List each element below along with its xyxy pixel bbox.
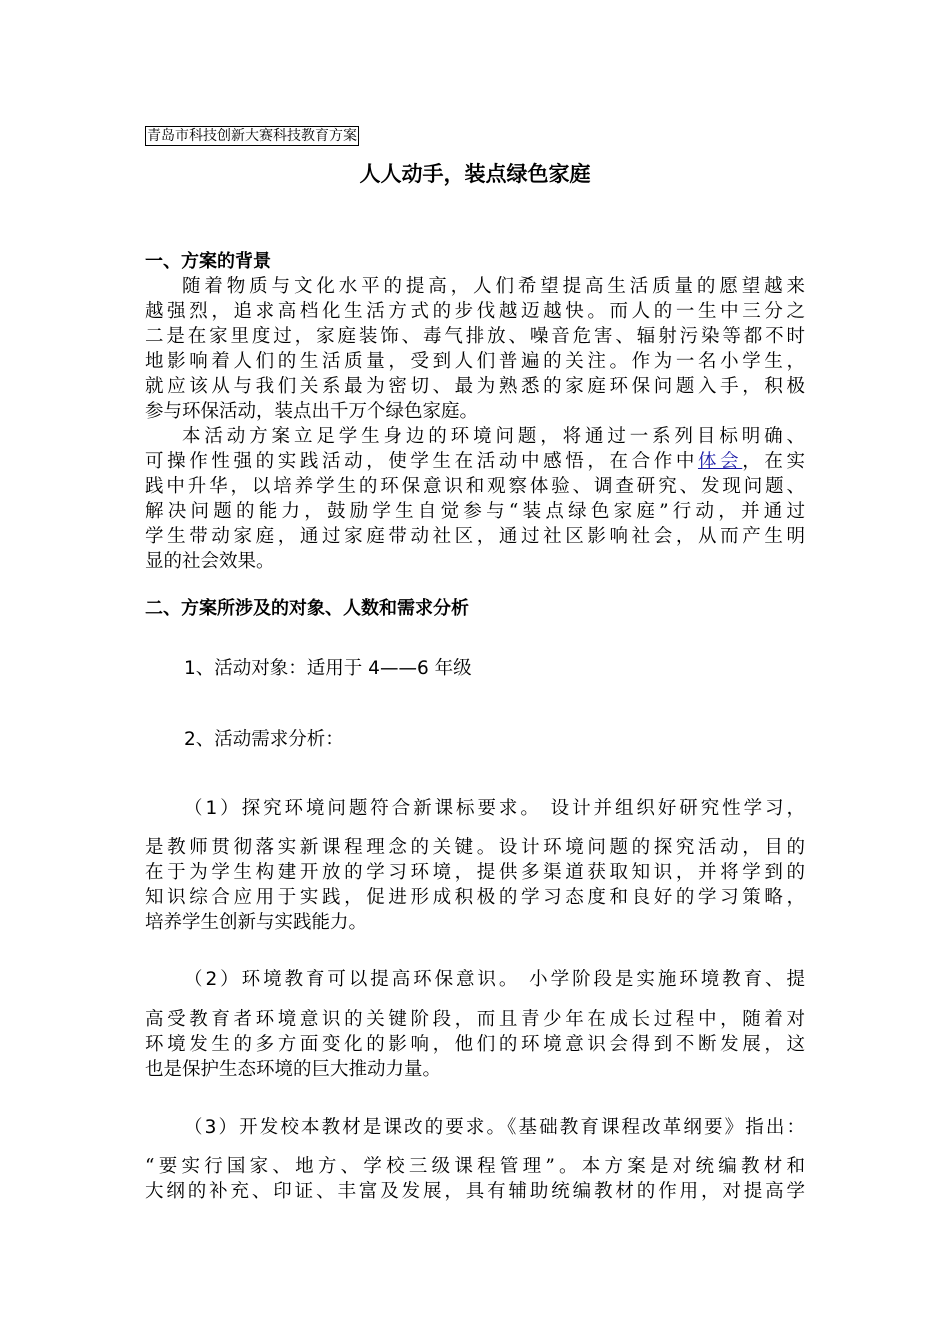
paragraph-line: 环境发生的多方面变化的影响，他们的环境意识会得到不断发展，这 [145,1034,805,1055]
paragraph-line: 也是保护生态环境的巨大推动力量。 [145,1059,442,1080]
item-number: 2 [184,729,196,750]
sub-item-heading: （2）环境教育可以提高环保意识。 小学阶段是实施环境教育、提 [184,969,805,990]
sub-item-text: 环境教育可以提高环保意识。 小学阶段是实施环境教育、提 [241,969,805,990]
section-heading-analysis: 二、方案所涉及的对象、人数和需求分析 [145,598,469,619]
sub-item-text: 开发校本教材是课改的要求。《基础教育课程改革纲要》指出： [239,1117,805,1138]
paragraph-line: “要实行国家、地方、学校三级课程管理”。本方案是对统编教材和 [145,1156,805,1177]
paragraph-line: 越强烈，追求高档化生活方式的步伐越迈越快。而人的一生中三分之 [145,301,805,322]
paragraph-line: 就应该从与我们关系最为密切、最为熟悉的家庭环保问题入手，积极 [145,376,805,397]
paragraph-line: 知识综合应用于实践，促进形成积极的学习态度和良好的学习策略， [145,887,805,908]
document-title: 人人动手，装点绿色家庭 [359,162,591,186]
paragraph-line: 解决问题的能力，鼓励学生自觉参与“装点绿色家庭”行动，并通过 [145,501,805,522]
paragraph-line: 是教师贯彻落实新课程理念的关键。设计环境问题的探究活动，目的 [145,837,805,858]
list-item-target [184,657,472,681]
paragraph-text: 可操作性强的实践活动，使学生在活动中感悟，在合作中 [145,451,698,472]
paragraph-line: 在于为学生构建开放的学习环境，提供多渠道获取知识，并将学到的 [145,862,805,883]
section-heading-background: 一、方案的背景 [145,251,271,272]
paragraph-line: 大纲的补充、印证、丰富及发展，具有辅助统编教材的作用，对提高学 [145,1181,805,1202]
paragraph-line: 践中升华，以培养学生的环保意识和观察体验、调查研究、发现问题、 [145,476,805,497]
paragraph-line: 本活动方案立足学生身边的环境问题，将通过一系列目标明确、 [182,426,805,447]
sub-item-number: 2 [205,969,218,990]
list-item-needs [184,728,344,752]
sub-item-heading: （1）探究环境问题符合新课标要求。 设计并组织好研究性学习， [184,798,805,819]
paragraph-line: 随着物质与文化水平的提高，人们希望提高生活质量的愿望越来 [182,276,805,297]
paragraph-line: 二是在家里度过，家庭装饰、毒气排放、噪音危害、辐射污染等都不时 [145,326,805,347]
paragraph-line: 显的社会效果。 [145,551,275,572]
grade-range: 4——6 [368,658,429,679]
tihui-link[interactable]: 体会 [697,451,743,472]
sub-item-heading: （3）开发校本教材是课改的要求。《基础教育课程改革纲要》指出： [184,1117,805,1138]
sub-item-number: 1 [205,798,218,819]
header-label: 青岛市科技创新大赛科技教育方案 [147,128,357,144]
paragraph-line: 高受教育者环境意识的关键阶段，而且青少年在成长过程中，随着对 [145,1009,805,1030]
paragraph-text: ，在实 [742,451,805,472]
sub-item-number: 3 [204,1117,217,1138]
paragraph-line: 参与环保活动，装点出千万个绿色家庭。 [145,401,479,422]
item-text: 年级 [428,658,472,679]
paragraph-line: 学生带动家庭，通过家庭带动社区，通过社区影响社会，从而产生明 [145,526,805,547]
sub-item-text: 探究环境问题符合新课标要求。 设计并组织好研究性学习， [241,798,805,819]
item-text: 、活动对象：适用于 [195,658,369,679]
item-number: 1 [184,658,196,679]
paragraph-line-with-link [145,450,805,474]
paragraph-line: 地影响着人们的生活质量，受到人们普遍的关注。作为一名小学生， [145,351,805,372]
item-text: 、活动需求分析： [195,729,344,750]
paragraph-line: 培养学生创新与实践能力。 [145,912,368,933]
